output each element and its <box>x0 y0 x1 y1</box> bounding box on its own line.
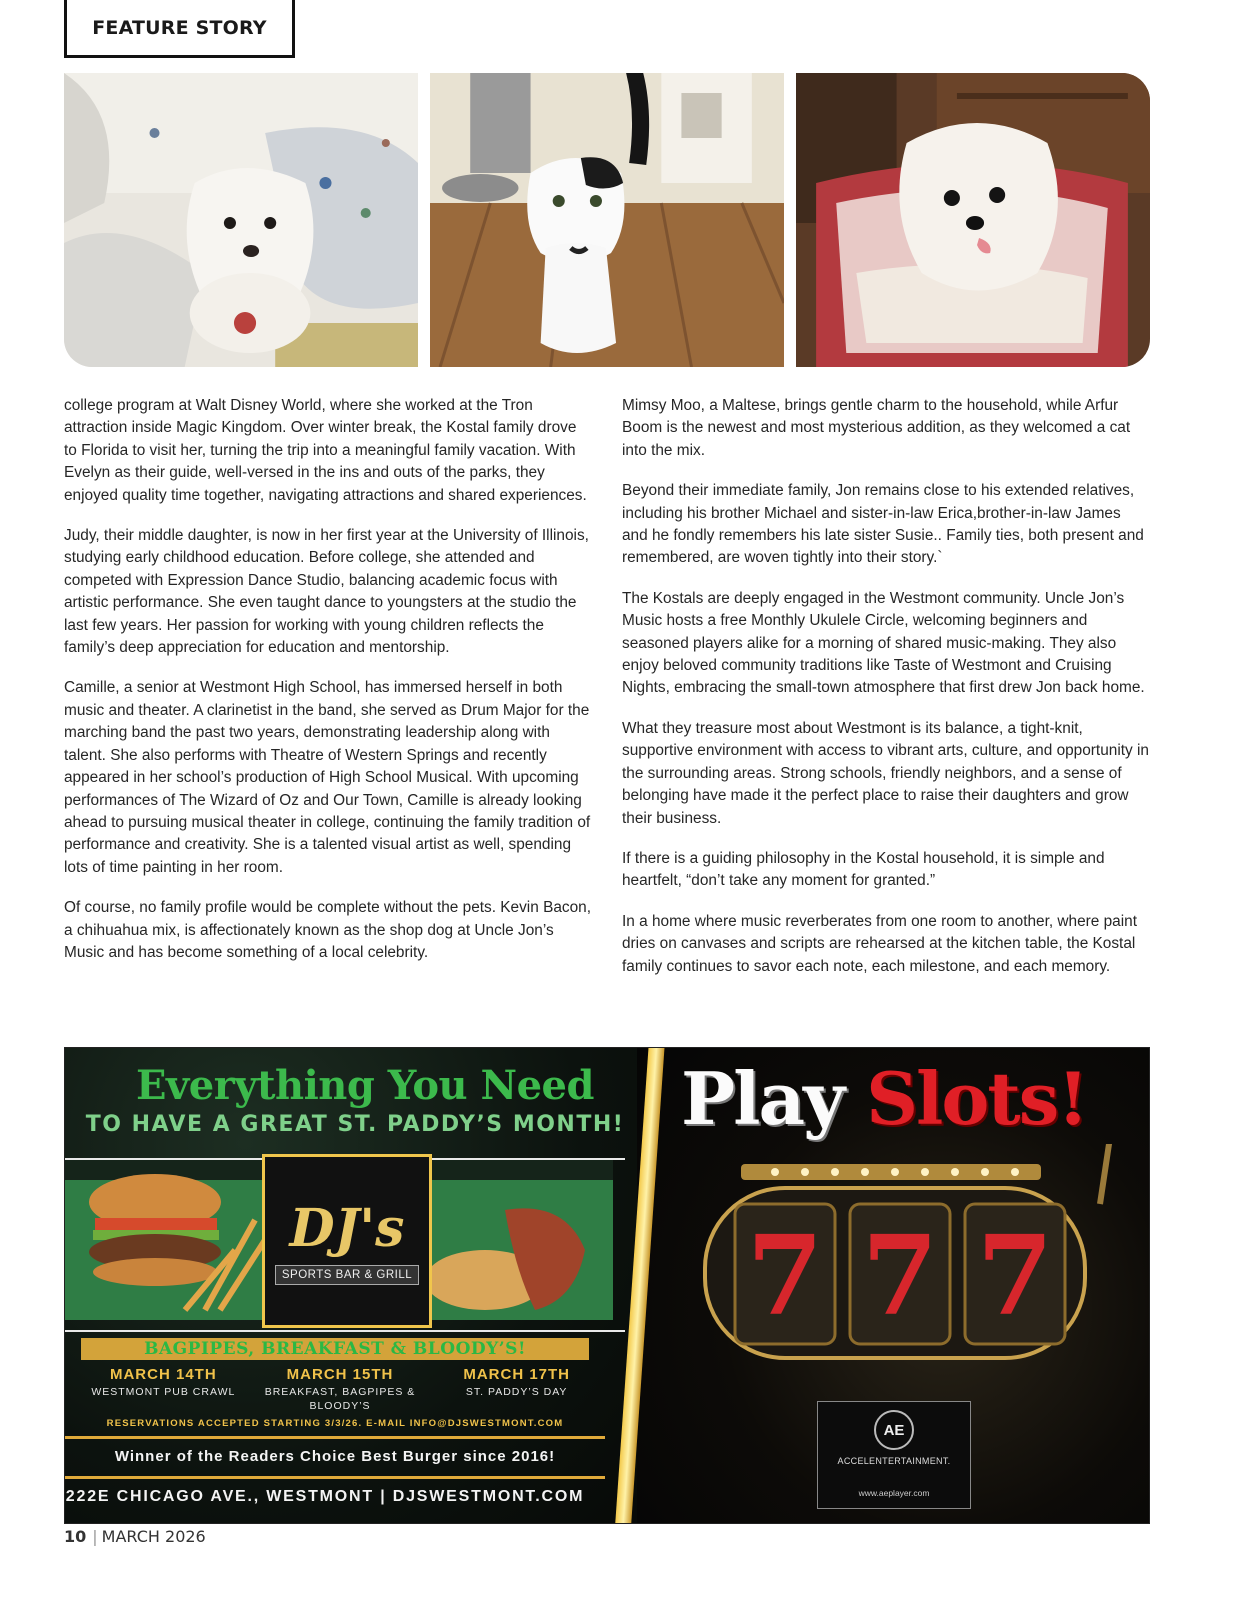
article-body <box>64 395 1150 996</box>
issue-date: MARCH 2026 <box>101 1527 206 1546</box>
reel-symbol: 7 <box>861 1211 939 1340</box>
divider <box>65 1330 625 1332</box>
page-footer <box>64 1527 206 1546</box>
article-column-right <box>622 395 1150 996</box>
paragraph: Beyond their immediate family, Jon remains close to his extended relatives, including his brother Michael and sister-in-law Erica,brother-in-law James and he fondly remembers his late sister Susie.. Family ties, both present and remembered, are woven tightly into their story.` <box>622 482 1144 567</box>
event-date: MARCH 14TH <box>109 1366 217 1383</box>
dog-chihuahua-mix-photo <box>64 73 418 367</box>
paragraph: What they treasure most about Westmont is its balance, a tight-knit, supportive environment with access to vibrant arts, culture, and opportunity in the surrounding areas. Strong schools, friendly neighbors, and a sense of belonging have made it the perfect place to raise their daughters and grow their business. <box>622 719 1149 827</box>
divider <box>65 1436 605 1439</box>
section-tag-label: FEATURE STORY <box>92 16 267 39</box>
dog-maltese-photo <box>796 73 1150 367</box>
djs-logo-sub: SPORTS BAR & GRILL <box>275 1265 419 1285</box>
paragraph: In a home where music reverberates from one room to another, where paint dries on canvases and scripts are rehearsed at the kitchen table, the Kostal family continues to savor each note, each milestone, and each memory. <box>622 912 1137 975</box>
event-date: MARCH 17TH <box>463 1366 571 1383</box>
djs-subhead: TO HAVE A GREAT ST. PADDY’S MONTH! <box>85 1112 625 1137</box>
event-banner: BAGPIPES, BREAKFAST & BLOODY’S! <box>81 1338 589 1360</box>
event-desc: BREAKFAST, BAGPIPES & BLOODY’S <box>264 1386 416 1412</box>
paragraph: Mimsy Moo, a Maltese, brings gentle charm to the household, while Arfur Boom is the newest and most mysterious addition, as they welcomed a cat into the mix. <box>622 397 1131 459</box>
djs-ad <box>65 1048 665 1523</box>
accel-name: ACCELENTERTAINMENT. <box>837 1456 951 1466</box>
paragraph: Of course, no family profile would be complete without the pets. Kevin Bacon, a chihuahua mix, is affectionately known as the shop dog at Uncle Jon’s Music and has become something of a local celebrity. <box>64 899 591 961</box>
event-desc: ST. PADDY’S DAY <box>465 1386 568 1398</box>
reel-symbol: 7 <box>746 1211 824 1340</box>
section-tag <box>64 0 295 58</box>
reservations-note: RESERVATIONS ACCEPTED STARTING 3/3/26. E-MAIL INFO@DJSWESTMONT.COM <box>106 1418 564 1429</box>
advertisement <box>64 1047 1150 1524</box>
event-date: MARCH 15TH <box>286 1366 394 1383</box>
slot-machine-icon <box>645 1144 1145 1394</box>
paragraph: If there is a guiding philosophy in the Kostal household, it is simple and heartfelt, “don’t take any moment for granted.” <box>622 849 1105 890</box>
djs-logo-mark: DJ's <box>289 1197 405 1259</box>
event-desc: WESTMONT PUB CRAWL <box>91 1386 236 1398</box>
accel-website: www.aeplayer.com <box>858 1488 930 1498</box>
event-list <box>75 1366 605 1413</box>
paragraph: college program at Walt Disney World, where she worked at the Tron attraction inside Magic Kingdom. Over winter break, the Kostal family drove to Florida to visit her, turning the trip into a meaningful family vacation. With Evelyn as their guide, well-versed in the ins and outs of the parks, they enjoyed quality time together, navigating attractions and shared experiences. <box>64 397 587 504</box>
accel-logo <box>817 1401 971 1509</box>
cat-white-black-photo <box>430 73 784 367</box>
page-number: 10 <box>64 1527 87 1546</box>
slots-headline <box>681 1056 1087 1141</box>
djs-address: 222E CHICAGO AVE., WESTMONT | DJSWESTMONT.COM <box>65 1488 585 1505</box>
slots-headline-white: Play <box>681 1056 843 1141</box>
event-item <box>428 1366 605 1413</box>
photo-strip <box>64 73 1150 367</box>
slots-headline-red: Slots! <box>866 1056 1087 1141</box>
footer-separator: | <box>92 1527 98 1546</box>
article-column-left <box>64 395 592 996</box>
event-item <box>252 1366 429 1413</box>
reel-symbol: 7 <box>976 1211 1054 1340</box>
divider <box>65 1476 605 1479</box>
paragraph: Camille, a senior at Westmont High School, has immersed herself in both music and theater. A clarinetist in the band, she served as Drum Major for the marching band the past two years, demonstrating leadership along with talent. She also performs with Theatre of Western Springs and recently appeared in her school’s production of High School Musical. With upcoming performances of The Wizard of Oz and Our Town, Camille is already looking ahead to pursuing musical theater in college, continuing the family tradition of performance and creativity. She is a talented visual artist as well, spending lots of time painting in her room. <box>64 679 591 876</box>
djs-headline: Everything You Need <box>136 1062 594 1109</box>
accel-badge: AE <box>874 1410 914 1450</box>
djs-logo <box>262 1154 432 1328</box>
event-item <box>75 1366 252 1413</box>
paragraph: The Kostals are deeply engaged in the Westmont community. Uncle Jon’s Music hosts a free Monthly Ukulele Circle, welcoming beginners and seasoned players alike for a morning of shared music-making. They also enjoy beloved community traditions like Taste of Westmont and Cruising Nights, embracing the small-town atmosphere that first drew Jon back home. <box>622 589 1145 697</box>
paragraph: Judy, their middle daughter, is now in her first year at the University of Illinois, studying early childhood education. Before college, she attended and competed with Expression Dance Studio, balancing academic focus with artistic performance. She even taught dance to youngsters at the studio the last few years. Her passion for working with young children reflects the family’s deep appreciation for education and mentorship. <box>64 527 589 657</box>
award-line: Winner of the Readers Choice Best Burger since 2016! <box>114 1448 556 1465</box>
